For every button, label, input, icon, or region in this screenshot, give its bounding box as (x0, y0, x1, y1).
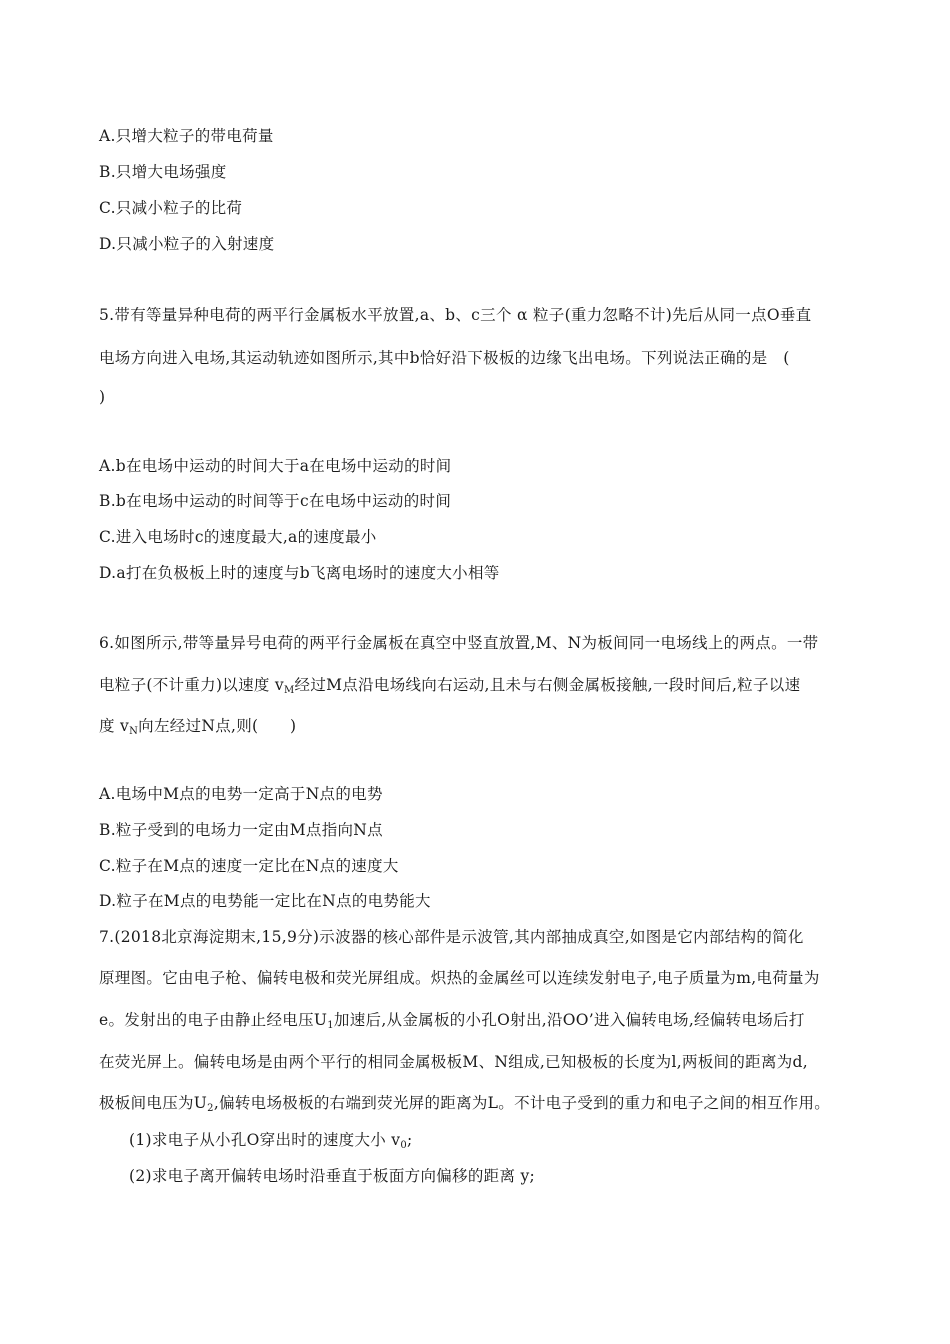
q6-option-b: B.粒子受到的电场力一定由M点指向N点 (99, 821, 383, 839)
q7-line-2: 原理图。它由电子枪、偏转电极和荧光屏组成。炽热的金属丝可以连续发射电子,电子质量为m,电荷量为 (99, 969, 820, 987)
q6-option-c: C.粒子在M点的速度一定比在N点的速度大 (99, 857, 399, 875)
q4-option-b: B.只增大电场强度 (99, 163, 227, 181)
q5-stem-line-3: ) (99, 388, 106, 406)
q7-line-5: 极板间电压为$U_2$,偏转电场极板的右端到荧光屏的距离为L。不计电子受到的重力和电子之间的相互作用。 (99, 1094, 831, 1114)
q4-option-c: C.只减小粒子的比荷 (99, 199, 243, 217)
q6-stem-line-1: 6.如图所示,带等量异号电荷的两平行金属板在真空中竖直放置,M、N为板间同一电场线上的两点。一带 (99, 634, 819, 652)
q6-stem-line-3: 度 $v_N$向左经过N点,则( ) (99, 717, 297, 737)
q5-option-a: A.b在电场中运动的时间大于a在电场中运动的时间 (99, 457, 452, 475)
q4-option-a: A.只增大粒子的带电荷量 (99, 127, 274, 145)
q5-option-c: C.进入电场时c的速度最大,a的速度最小 (99, 528, 377, 546)
q6-option-a: A.电场中M点的电势一定高于N点的电势 (99, 785, 383, 803)
q7-line-1: 7.(2018北京海淀期末,15,9分)示波器的核心部件是示波管,其内部抽成真空,如图是它内部结构的简化 (99, 928, 804, 946)
q4-option-d: D.只减小粒子的入射速度 (99, 235, 275, 253)
q6-stem-line-2: 电粒子(不计重力)以速度 $v_M$经过M点沿电场线向右运动,且未与右侧金属板接触,一段时间后,粒子以速 (99, 676, 801, 696)
q7-line-4: 在荧光屏上。偏转电场是由两个平行的相同金属极板M、N组成,已知极板的长度为l,两板间的距离为d, (99, 1053, 808, 1071)
q5-stem-line-1: 5.带有等量异种电荷的两平行金属板水平放置,a、b、c三个 α 粒子(重力忽略不计)先后从同一点O垂直 (99, 306, 812, 324)
q5-stem-line-2: 电场方向进入电场,其运动轨迹如图所示,其中b恰好沿下极板的边缘飞出电场。下列说法正确的是 ( (99, 349, 790, 367)
q7-sub-question-2: (2)求电子离开偏转电场时沿垂直于板面方向偏移的距离 y; (129, 1167, 536, 1185)
q7-sub-question-1: (1)求电子从小孔O穿出时的速度大小 $v_0$; (129, 1131, 413, 1151)
q5-option-d: D.a打在负极板上时的速度与b飞离电场时的速度大小相等 (99, 564, 500, 582)
q5-option-b: B.b在电场中运动的时间等于c在电场中运动的时间 (99, 492, 452, 510)
q7-line-3: e。发射出的电子由静止经电压$U_1$加速后,从金属板的小孔O射出,沿OO’进入偏转电场,经偏转电场后打 (99, 1011, 805, 1031)
q6-option-d: D.粒子在M点的电势能一定比在N点的电势能大 (99, 892, 431, 910)
